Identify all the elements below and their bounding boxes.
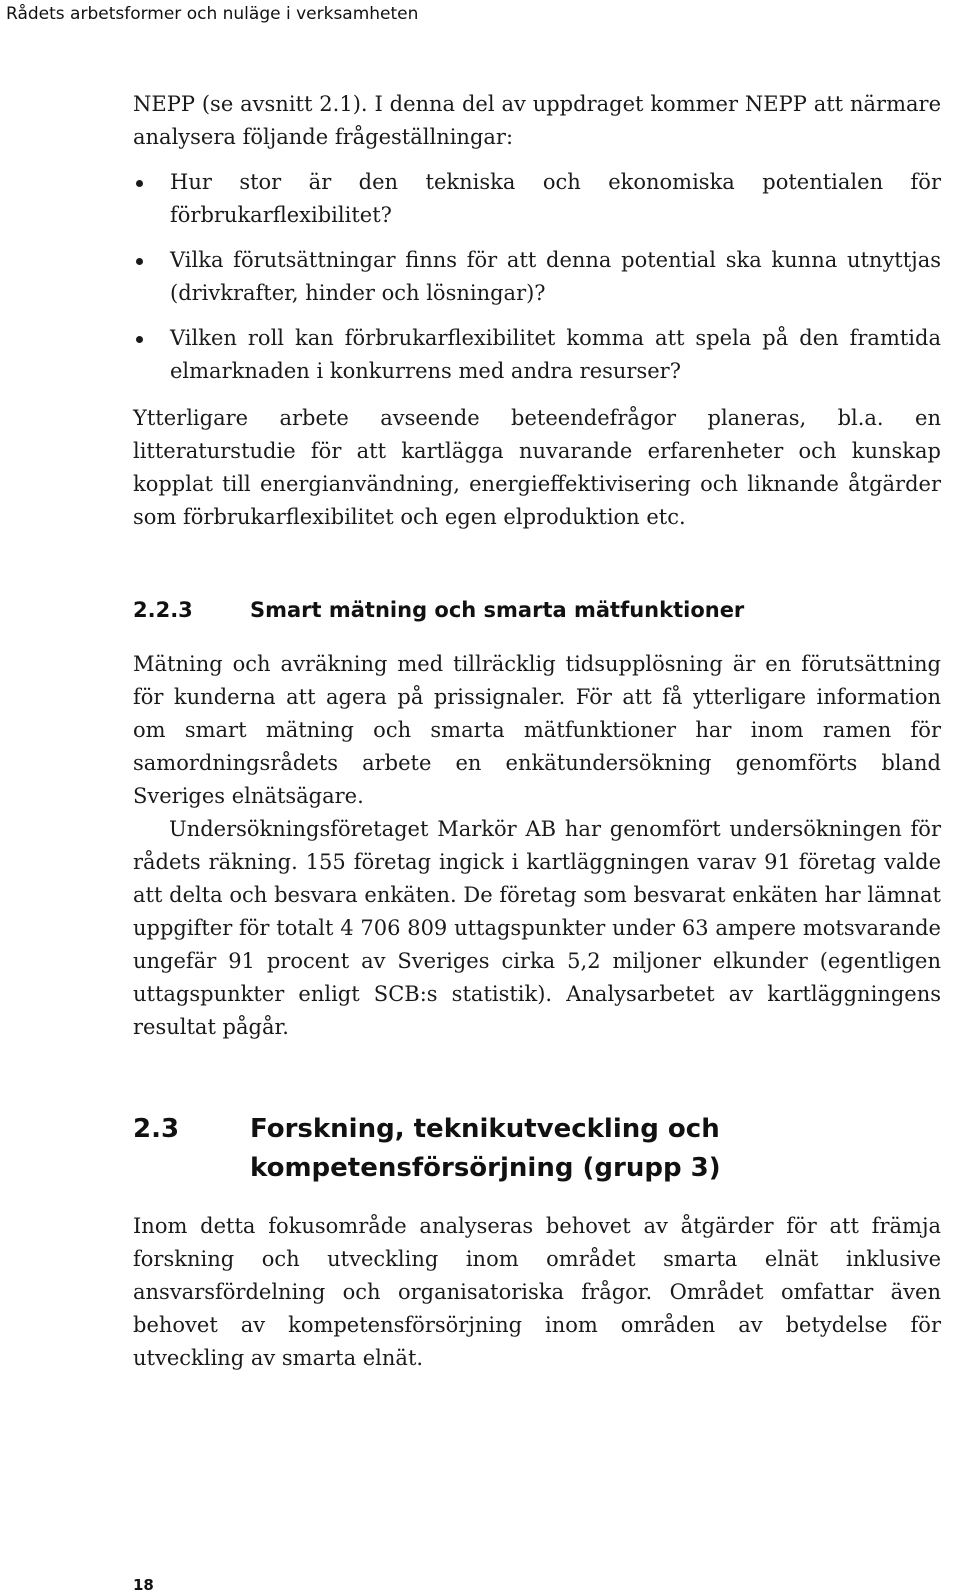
page-number: 18 (133, 1576, 154, 1594)
running-header: Rådets arbetsformer och nuläge i verksamheten (6, 4, 419, 24)
section-heading-2-2-3 (133, 596, 941, 624)
followup-paragraph: Ytterligare arbete avseende beteendefrågor planeras, bl.a. en litteraturstudie för att kartlägga nuvarande erfarenheter och kunskap kopplat till energianvändning, energieffektivisering och liknande åtgärder som förbrukarflexibilitet och egen elproduktion etc. (133, 406, 941, 529)
list-item (133, 322, 941, 388)
list-item (133, 244, 941, 310)
section-title: Forskning, teknikutveckling och kompetensförsörjning (grupp 3) (250, 1114, 721, 1183)
list-item (133, 166, 941, 232)
section-title: Smart mätning och smarta mätfunktioner (250, 598, 745, 622)
question-list (133, 166, 941, 388)
section-number: 2.2.3 (133, 598, 193, 622)
intro-paragraph: NEPP (se avsnitt 2.1). I denna del av uppdraget kommer NEPP att närmare analysera följande frågeställningar: (133, 92, 941, 149)
body-paragraph: Inom detta fokusområde analyseras behovet av åtgärder för att främja forskning och utveckling inom området smarta elnät inklusive ansvarsfördelning och organisatoriska frågor. Området omfattar även behovet av kompetensförsörjning inom områden av betydelse för utveckling av smarta elnät. (133, 1214, 941, 1370)
bullet-icon (136, 180, 143, 187)
section-heading-2-3 (133, 1110, 941, 1188)
list-item-text: Vilken roll kan förbrukarflexibilitet komma att spela på den framtida elmarknaden i konkurrens med andra resurser? (170, 326, 941, 383)
list-item-text: Hur stor är den tekniska och ekonomiska potentialen för förbrukarflexibilitet? (170, 170, 941, 227)
bullet-icon (136, 258, 143, 265)
body-paragraph: Undersökningsföretaget Markör AB har genomfört undersökningen för rådets räkning. 155 företag ingick i kartläggningen varav 91 företag valde att delta och besvara enkäten. De företag som besvarat enkäten har lämnat uppgifter för totalt 4 706 809 uttagspunkter under 63 ampere motsvarande ungefär 91 procent av Sveriges cirka 5,2 miljoner elkunder (egentligen uttagspunkter enligt SCB:s statistik). Analysarbetet av kartläggningens resultat pågår. (133, 817, 941, 1039)
bullet-icon (136, 336, 143, 343)
main-content (133, 88, 941, 1375)
list-item-text: Vilka förutsättningar finns för att denna potential ska kunna utnyttjas (drivkrafter, hinder och lösningar)? (170, 248, 941, 305)
body-paragraph: Mätning och avräkning med tillräcklig tidsupplösning är en förutsättning för kunderna att agera på prissignaler. För att få ytterligare information om smart mätning och smarta mätfunktioner har inom ramen för samordningsrådets arbete en enkätundersökning genomförts bland Sveriges elnätsägare. (133, 652, 941, 808)
section-number: 2.3 (133, 1114, 180, 1144)
